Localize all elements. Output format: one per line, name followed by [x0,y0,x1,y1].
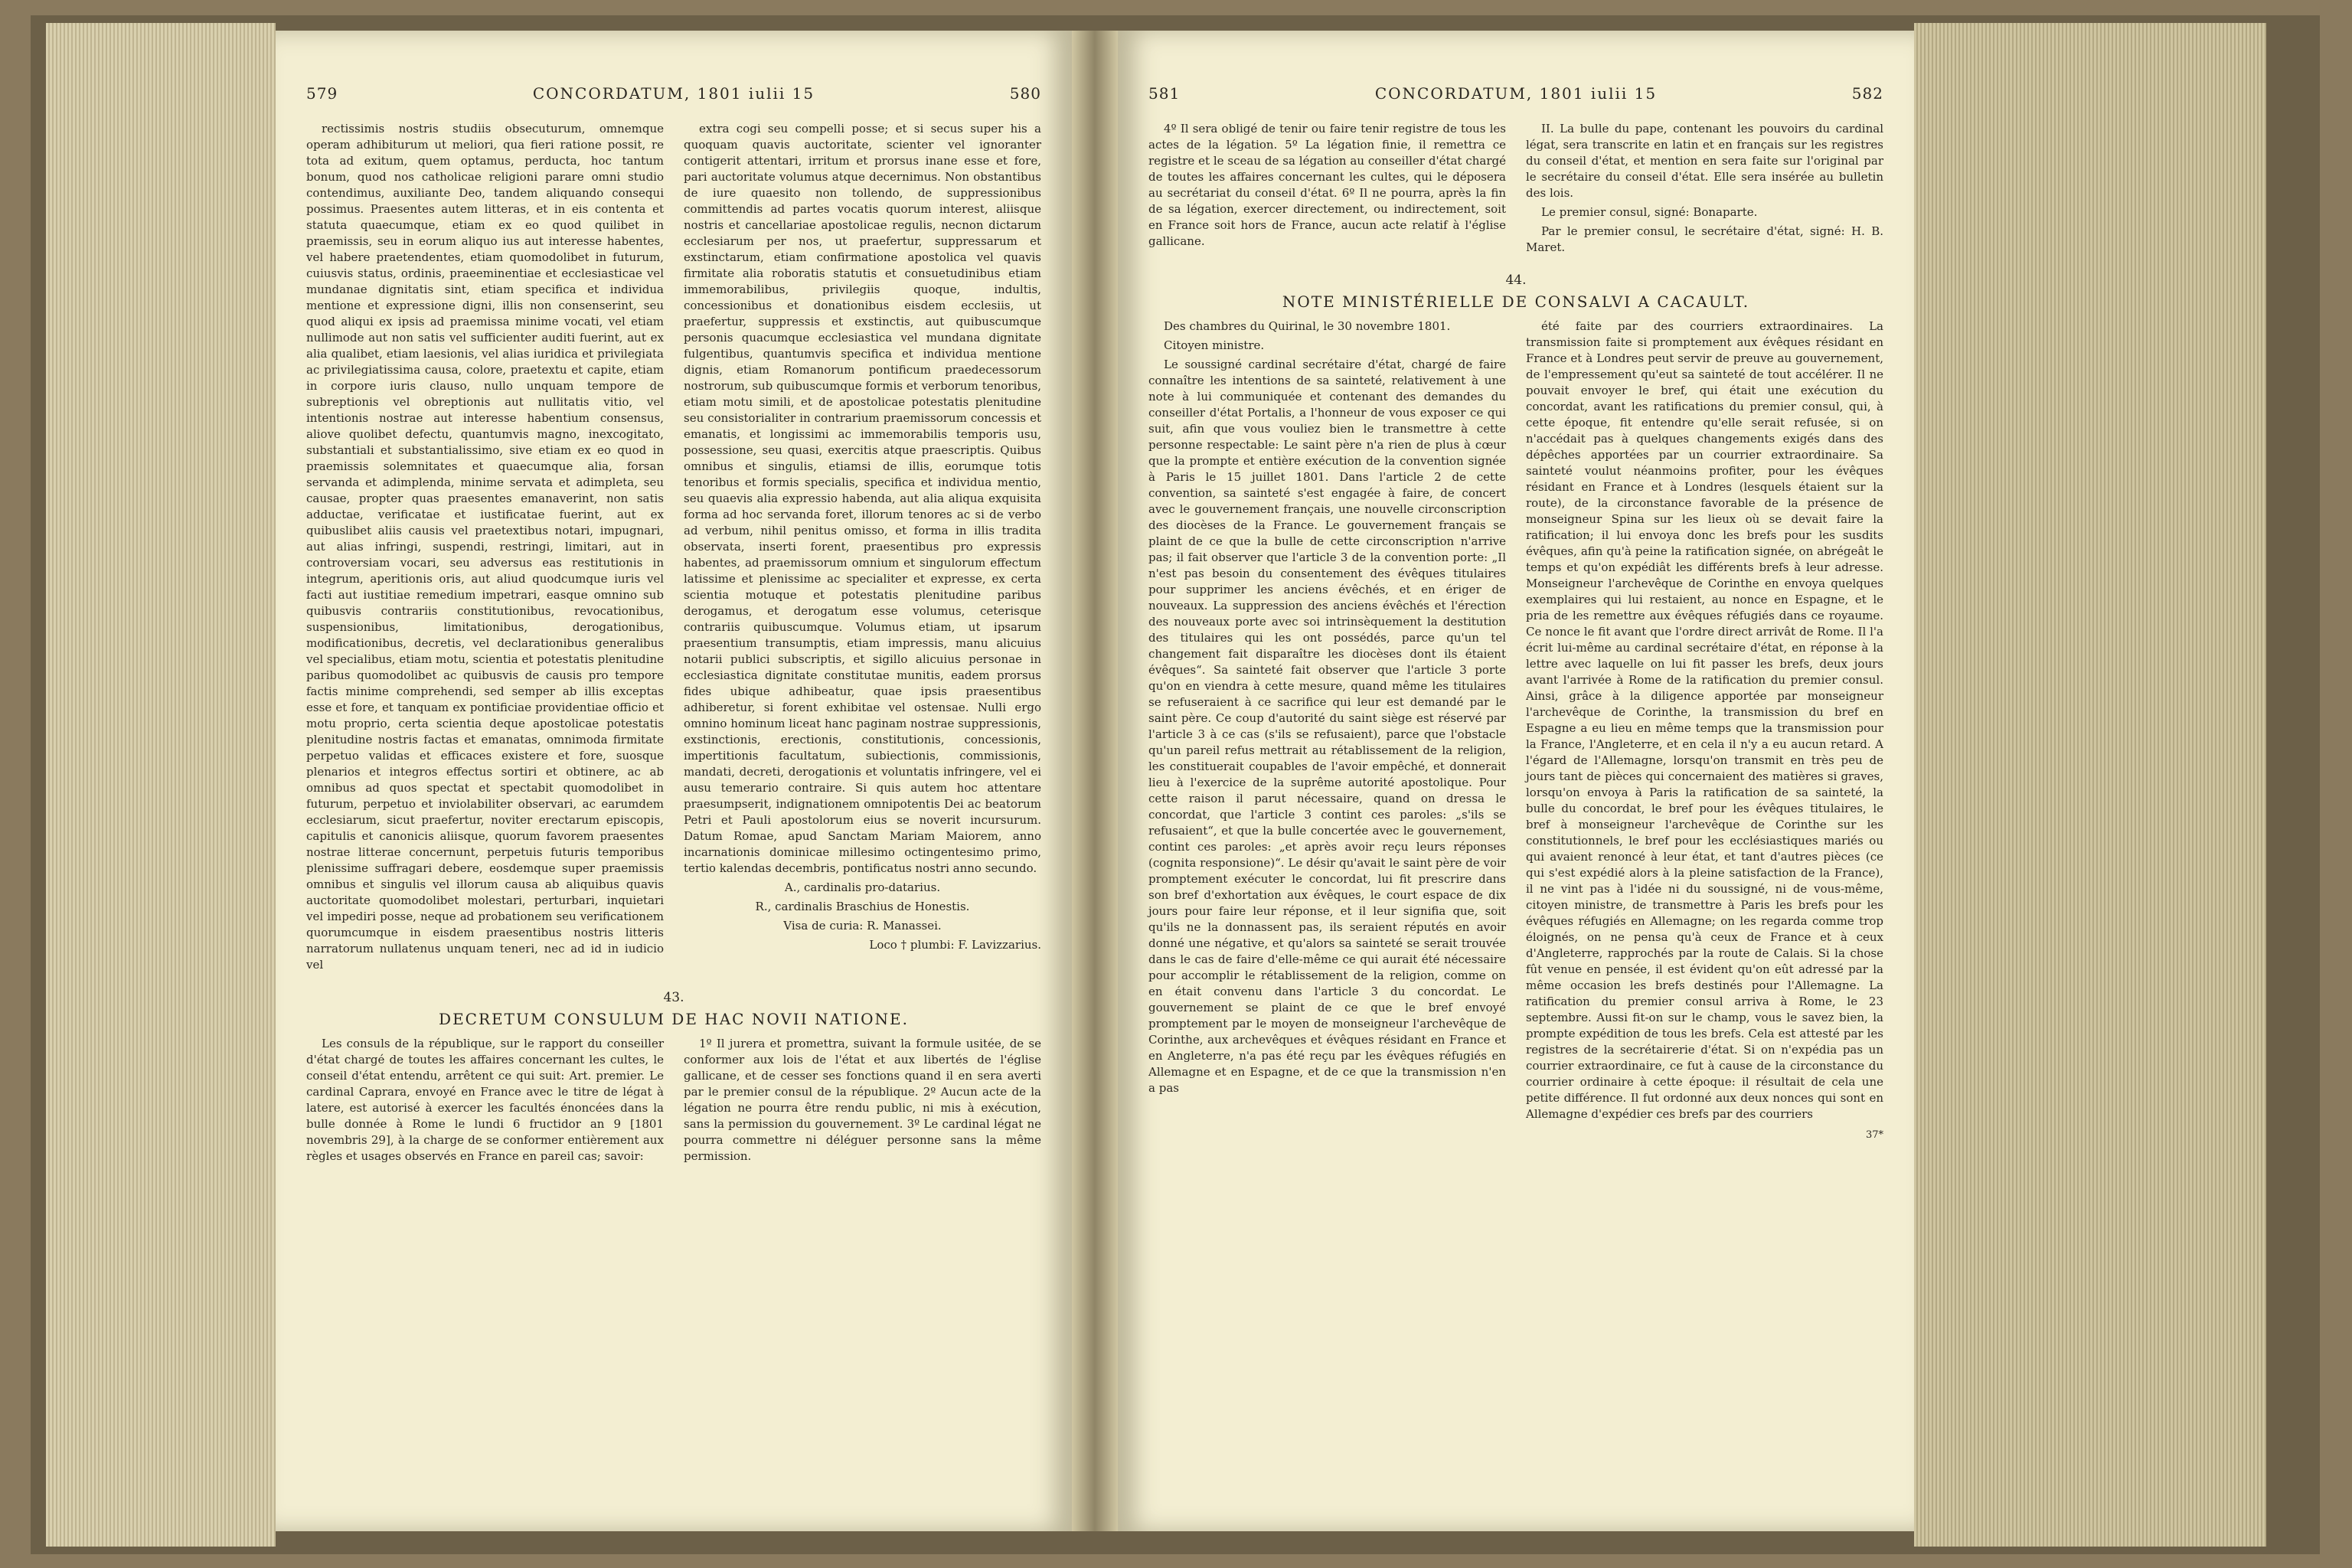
left-lower-columns [306,1036,1041,1168]
document-number: 43. [663,990,684,1005]
signature-line: Le premier consul, signé: Bonaparte. [1541,205,1758,219]
book-gutter [1072,31,1118,1531]
text-column [1148,318,1506,1143]
running-title: CONCORDATUM, 1801 iulii 15 [532,84,815,103]
right-page-edges [1914,23,2266,1547]
body-text: II. La bulle du pape, contenant les pouvoirs du cardinal légat, sera transcrite en latin et en français sur les registres du conseil d'état, et mention en sera faite sur l'original par le secrétaire du conseil d'état. Elle sera insérée au bulletin des lois. [1526,122,1883,200]
signature-line: Visa de curia: R. Manassei. [783,919,942,933]
dateline: Des chambres du Quirinal, le 30 novembre 1801. [1164,319,1451,333]
page-number: 582 [1851,84,1883,103]
left-running-head [306,84,1041,103]
left-page-edges [46,23,276,1547]
text-column [306,1036,664,1168]
body-text: 1º Il jurera et promettra, suivant la formule usitée, de se conformer aux lois de l'état et aux libertés de l'église gallicane, et de cesser ses fonctions quand il en sera averti par le premier consul de la république. 2º Aucun acte de la légation ne pourra être rendu public, ni mis à exécution, sans la permission du gouvernement. 3º Le cardinal légat ne pourra commettre ni déléguer personne sans la même permission. [684,1037,1041,1163]
body-text: rectissimis nostris studiis obsecuturum, omnemque operam adhibiturum ut meliori, qua fieri ratione possit, re tota ad exitum, quem optamus, perducta, hoc tantum bonum, quod nos catholicae religioni parare omni studio contendimus, auxiliante Deo, tandem aliquando consequi possimus. Praesentes autem litteras, et in eis contenta et statuta quaecumque, etiam ex eo quod quilibet in praemissis, seu in eorum aliquo ius aut interesse habentes, vel habere praetendentes, etiam quomodolibet in futurum, cuiusvis status, ordinis, praeeminentiae et ecclesiasticae vel mundanae dignitatis sint, etiam specifica et individua mentione et expressione digni, illis non consenserint, seu quod aliqui ex ipsis ad praemissa minime vocati, vel etiam nullimode aut non satis vel sufficienter auditi fuerint, aut ex alia qualibet, etiam laesionis, vel alias iuridica et privilegiata ac privilegiatissima causa, colore, praetextu et capite, etiam in corpore iuris clauso, nullo unquam tempore de subreptionis vel obreptionis aut nullitatis vitio, vel intentionis nostrae aut interesse habentium consensus, aliove quolibet defectu, quantumvis magno, inexcogitato, substantiali et substantialissimo, sive etiam ex eo quod in praemissis solemnitates et quaecumque alia, forsan servanda et adimplenda, minime servata et adimpleta, seu causae, propter quas praesentes emanaverint, non satis adductae, verificatae et iustificatae fuerint, aut ex quibuslibet aliis causis vel praetextibus notari, impugnari, aut alias infringi, suspendi, restringi, limitari, aut in controversiam vocari, seu adversus eas restitutionis in integrum, aperitionis oris, aut aliud quodcumque iuris vel facti aut iustitiae remedium impetrari, easque omnino sub quibusvis contrariis constitutionibus, revocationibus, suspensionibus, limitationibus, derogationibus, modificationibus, decretis, vel declarationibus generalibus vel specialibus, etiam motu, scientia et potestatis plenitudine paribus quomodolibet ac quibusvis de causis pro tempore factis minime comprehendi, sed semper ab illis exceptas esse et fore, et tanquam ex pontificiae providentiae officio et motu proprio, certa scientia deque apostolicae potestatis plenitudine nostris factas et emanatas, omnimoda firmitate perpetuo validas et efficaces existere et fore, suosque plenarios et integros effectus sortiri et obtinere, ac ab omnibus ad quos spectat et spectabit quomodolibet in futurum, perpetuo et inviolabiliter observari, ac earumdem ecclesiarum, sicut praefertur, noviter erectarum episcopis, capitulis et canonicis aliisque, quorum favorem praesentes nostrae litterae concernunt, perpetuis futuris temporibus plenissime suffragari debere, eosdemque super praemissis omnibus et singulis vel illorum causa ab aliquibus quavis auctoritate quomodolibet molestari, perturbari, inquietari vel impediri posse, neque ad probationem seu verificationem quorumcumque in eisdem praesentibus nostris litteris narratorum nullatenus unquam teneri, nec ad id in iudicio vel [306,122,664,972]
document-title: DECRETUM CONSULUM DE HAC NOVII NATIONE. [439,1010,909,1028]
page-number: 580 [1009,84,1041,103]
signature-line: Par le premier consul, le secrétaire d'état, signé: H. B. Maret. [1526,224,1883,254]
body-text: 4º Il sera obligé de tenir ou faire tenir registre de tous les actes de la légation. 5º La légation finie, il remettra ce registre et le sceau de sa légation au conseiller d'état chargé de toutes les affaires concernant les cultes, qui le déposera au secrétariat du conseil d'état. 6º Il ne pourra, après la fin de sa légation, exercer directement, ou indirectement, soit en France soit hors de France, aucun acte relatif à l'église gallicane. [1148,122,1506,248]
right-page [1118,31,1914,1531]
left-columns [306,121,1041,976]
signature-line: Loco † plumbi: F. Lavizzarius. [869,938,1041,952]
document-number: 44. [1505,273,1527,288]
right-running-head [1148,84,1883,103]
body-text: Les consuls de la république, sur le rapport du conseiller d'état chargé de toutes les affaires concernant les cultes, le conseil d'état entendu, arrêtent ce qui suit: Art. premier. Le cardinal Caprara, envoyé en France avec le titre de légat à latere, est autorisé à exercer les facultés énoncées dans la bulle donnée à Rome le lundi 6 fructidor an 9 [1801 novembris 29], à la charge de se conformer entièrement aux règles et usages observés en France en pareil cas; savoir: [306,1037,664,1163]
right-lower-columns [1148,318,1883,1143]
body-text: Le soussigné cardinal secrétaire d'état, chargé de faire connaître les intentions de sa sainteté, relativement à une note à lui communiquée et contenant des demandes du conseiller d'état Portalis, a l'honneur de vous exposer ce qui suit, afin que vous vouliez bien le transmettre à cette personne respectable: Le saint père n'a rien de plus à cœur que la prompte et entière exécution de la convention signée à Paris le 15 juillet 1801. Dans l'article 2 de cette convention, sa sainteté s'est engagée à faire, de concert avec le gouvernement français, une nouvelle circonscription des diocèses de la France. Le gouvernement français se plaint de ce que la bulle de cette circonscription n'arrive pas; il fait observer que l'article 3 de la convention porte: „Il n'est pas besoin du consentement des évêques titulaires pour supprimer les anciens évêchés, et en ériger de nouveaux. La suppression des anciens évêchés et l'érection des nouveaux porte avec soi intrinsèquement la destitution des titulaires qui les ont possédés, parce qu'un tel changement fait disparaître les diocèses dont ils étaient évêques“. Sa sainteté fait observer que l'article 3 porte qu'on en viendra à cette mesure, quand même les titulaires se refuseraient à ce sacrifice qui leur est demandé par le saint père. Ce coup d'autorité du saint siège est réservé par l'article 3 à ce cas (s'ils se refusaient), parce que l'obstacle qu'un pareil refus mettrait au rétablissement de la religion, les constituerait coupables de l'avoir empêché, et donnerait lieu à l'exercice de la suprême autorité apostolique. Pour cette raison il parut nécessaire, quand on dressa le concordat, que l'article 3 contint ces paroles: „s'ils se refusaient“, et que la bulle concertée avec le gouvernement, contint ces paroles: „et après avoir reçu leurs réponses (cognita responsione)“. Le désir qu'avait le saint père de voir promptement exécuter le concordat, lui fit prescrire dans son bref d'exhortation aux évêques, le court espace de dix jours pour faire leur réponse, et il leur signifia que, soit qu'ils ne la donnassent pas, ils seraient réputés en avoir donné une négative, et qu'alors sa sainteté se serait trouvée dans le cas de faire d'elle-même ce qui aurait été nécessaire pour accomplir le rétablissement de la religion, comme on en était convenu dans l'article 3 du concordat. Le gouvernement se plaint de ce que le bref envoyé promptement par le moyen de monseigneur l'archevêque de Corinthe, aux archevêques et évêques résidant en France et en Angleterre, n'a pas été reçu par les évêques réfugiés en Allemagne et en Espagne, et de ce que la transmission n'en a pas [1148,358,1506,1095]
signature-mark: 37* [1865,1129,1883,1141]
body-text: extra cogi seu compelli posse; et si secus super his a quoquam quavis auctoritate, scienter vel ignoranter contigerit attentari, irritum et prorsus inane esse et fore, pari auctoritate volumus atque decernimus. Non obstantibus de iure quaesito non tollendo, de suppressionibus committendis ad partes vocatis quorum interest, aliisque nostris et cancellariae apostolicae regulis, necnon dictarum ecclesiarum per nos, ut praefertur, suppressarum et exstinctarum, etiam confirmatione apostolica vel quavis firmitate alia roboratis statutis et consuetudinibus etiam immemorabilibus, privilegiis quoque, indultis, concessionibus et donationibus eisdem ecclesiis, ut praefertur, suppressis et exstinctis, aut quibuscumque personis quacumque ecclesiastica vel mundana dignitate fulgentibus, quantumvis specifica et individua mentione dignis, etiam Romanorum pontificum praedecessorum nostrorum, sub quibuscumque formis et verborum tenoribus, etiam motu simili, et de apostolicae potestatis plenitudine seu consistorialiter in contrarium praemissorum concessis et emanatis, et longissimi ac immemorabilis temporis usu, possessione, seu quasi, exercitis atque praescriptis. Quibus omnibus et singulis, etiamsi de illis, eorumque totis tenoribus et formis specialis, specifica et individua mentio, seu quaevis alia expressio habenda, aut alia aliqua exquisita forma ad hoc servanda foret, illorum tenores ac si de verbo ad verbum, nihil penitus omisso, et forma in illis tradita observata, inserti forent, praesentibus pro expressis habentes, ad praemissorum omnium et singulorum effectum latissime et plenissime ac specialiter et expresse, ex certa scientia motuque et potestatis plenitudine paribus derogamus, et derogatum esse volumus, ceterisque contrariis quibuscumque. Volumus etiam, ut ipsarum praesentium transumptis, etiam impressis, manu alicuius notarii publici subscriptis, et sigillo alicuius personae in ecclesiastica dignitate constitutae munitis, eadem prorsus fides ubique adhibeatur, quae ipsis praesentibus adhiberetur, si forent exhibitae vel ostensae. Nulli ergo omnino hominum liceat hanc paginam nostrae suppressionis, exstinctionis, erectionis, constitutionis, concessionis, impertitionis facultatum, subiectionis, commissionis, mandati, decreti, derogationis et voluntatis infringere, vel ei ausu temerario contraire. Si quis autem hoc attentare praesumpserit, indignationem omnipotentis Dei ac beatorum Petri et Pauli apostolorum eius se noverit incursurum. Datum Romae, apud Sanctam Mariam Maiorem, anno incarnationis dominicae millesimo octingentesimo primo, tertio kalendas decembris, pontificatus nostri anno secundo. [684,122,1041,875]
text-column [1526,318,1883,1143]
signature-line: R., cardinalis Braschius de Honestis. [755,900,970,913]
text-column [684,1036,1041,1168]
text-column [684,121,1041,976]
left-page [276,31,1072,1531]
signature-line: A., cardinalis pro-datarius. [784,880,941,894]
body-text: été faite par des courriers extraordinaires. La transmission faite si promptement aux évêques résidant en France et à Londres peut servir de preuve au gouvernement, de l'empressement qu'eut sa sainteté de tout accélérer. Il ne pouvait envoyer le bref, qui était une exécution du concordat, avant les ratifications du premier consul, qui, à cette époque, fit entendre qu'elle serait refusée, si on n'accédait pas à quelques changements exigés dans des dépêches apportées par un courrier extraordinaire. Sa sainteté voulut néanmoins profiter, pour les évêques résidant en France et à Londres (lesquels étaient sur la route), de la circonstance favorable de la présence de monseigneur Spina sur les lieux où se devait faire la ratification; il lui envoya donc les brefs pour les susdits évêques, afin qu'à peine la ratification signée, on abrégeât le temps et qu'on expédiât les différents brefs à leur adresse. Monseigneur l'archevêque de Corinthe en envoya quelques exemplaires qui lui restaient, au nonce en Espagne, et le pria de les remettre aux évêques réfugiés dans ce royaume. Ce nonce le fit avant que l'ordre direct arrivât de Rome. Il l'a écrit lui-même au cardinal secrétaire d'état, en réponse à la lettre avec laquelle on lui fit passer les brefs, deux jours avant l'arrivée à Rome de la ratification du premier consul. Ainsi, grâce à la diligence apportée par monseigneur l'archevêque de Corinthe, la transmission du bref en Espagne a eu lieu en même temps que la transmission pour la France, l'Angleterre, et en cela il n'y a eu aucun retard. A l'égard de l'Allemagne, lorsqu'on transmit en très peu de jours tant de pièces qui concernaient des matières si graves, lorsqu'on envoya à Paris la ratification de sa sainteté, la bulle du concordat, le bref pour les évêques titulaires, le bref à monseigneur l'archevêque de Corinthe sur les constitutionnels, le bref pour les ecclésiastiques mariés ou qui avaient renoncé à leur état, et tant d'autres pièces (ce qui s'est expédié alors à la pleine satisfaction de la France), il ne vint pas à l'idée ni du soussigné, ni de vous-même, citoyen ministre, de transmettre à Paris les brefs pour les évêques réfugiés en Allemagne; on les regarda comme trop éloignés, on ne pensa qu'à ceux de France et à ceux d'Angleterre, rapprochés par la route de Calais. Si la chose fût venue en pensée, il est évident qu'on eût adressé par la même occasion les brefs destinés pour l'Allemagne. La ratification du premier consul arriva à Rome, le 23 septembre. Aussi fit-on sur le champ, vous le savez bien, la prompte expédition de tous les brefs. Cela est attesté par les registres de la secrétairerie d'état. Si on n'expédia pas un courrier extraordinaire, ce fut à cause de la circonstance du courrier ordinaire à cette époque: il résultait de cela une petite différence. Il fut ordonné aux deux nonces qui sont en Allemagne d'expédier ces brefs par des courriers [1526,319,1883,1121]
page-number: 579 [306,84,338,103]
page-number: 581 [1148,84,1181,103]
text-column [1148,121,1506,259]
salutation: Citoyen ministre. [1164,338,1265,352]
text-column [1526,121,1883,259]
document-title: NOTE MINISTÉRIELLE DE CONSALVI A CACAULT. [1282,292,1750,311]
right-top-columns [1148,121,1883,259]
running-title: CONCORDATUM, 1801 iulii 15 [1374,84,1658,103]
text-column [306,121,664,976]
